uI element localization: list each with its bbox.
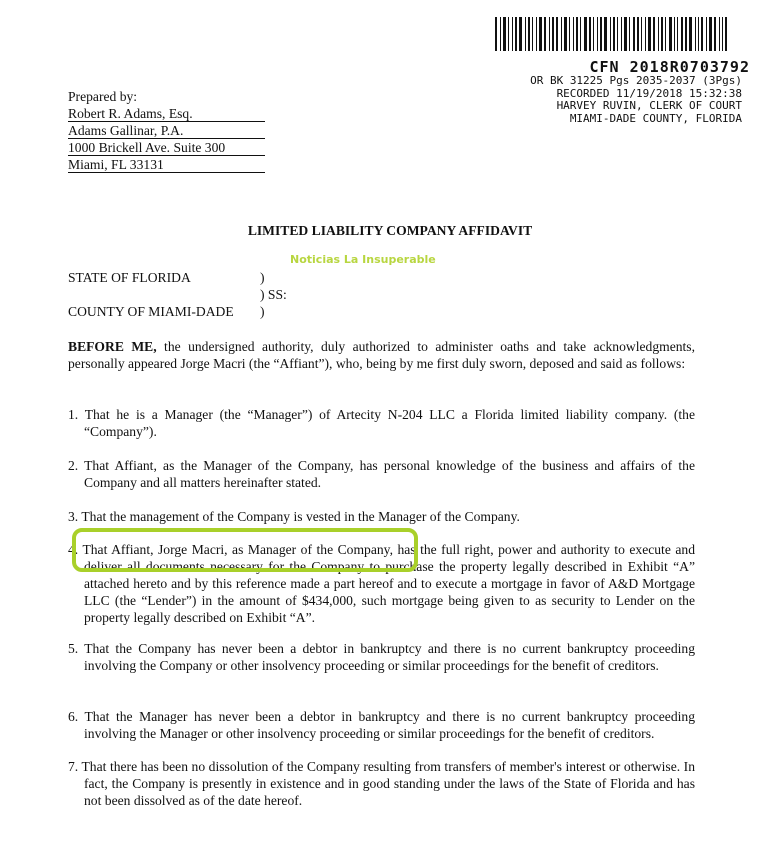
recorded-date: RECORDED 11/19/2018 15:32:38 (556, 86, 742, 100)
barcode-bar (584, 17, 587, 51)
barcode-bar (576, 17, 578, 51)
venue-paren: ) (260, 270, 265, 285)
barcode-bar (645, 17, 646, 51)
prepared-by-block (68, 88, 265, 173)
item-4: 4. That Affiant, Jorge Macri, as Manager of the Company, has the full right, power and authority to execute and deliver all documents necessary for the Company to purchase the property legally described in Exhibit “A” attached hereto and by this reference made a part hereof and to execute a mortgage in favor of A&D Mortgage LLC (the “Lender”) in the amount of $434,000, such mortgage being given to as security to Lender on the property legally described on Exhibit “A”. (68, 542, 695, 625)
barcode-bar (580, 17, 581, 51)
barcode-bar (556, 17, 558, 51)
barcode-bar (674, 17, 675, 51)
item-2: 2. That Affiant, as the Manager of the Company, has personal knowledge of the business and affairs of the Company and all matters hereinafter stated. (68, 458, 695, 490)
barcode-bar (624, 17, 627, 51)
barcode-bar (658, 17, 659, 51)
barcode-bar (653, 17, 655, 51)
barcode-bar (525, 17, 526, 51)
barcode (495, 17, 765, 51)
barcode-bar (669, 17, 672, 51)
venue-ss: ) SS: (260, 287, 287, 302)
barcode-bar (719, 17, 720, 51)
barcode-bar (633, 17, 635, 51)
barcode-bar (722, 17, 723, 51)
barcode-bar (706, 17, 707, 51)
barcode-bar (536, 17, 537, 51)
barcode-bar (539, 17, 542, 51)
barcode-bar (569, 17, 570, 51)
barcode-bar (695, 17, 696, 51)
barcode-bar (512, 17, 513, 51)
prepared-by-label: Prepared by: (68, 89, 138, 104)
preparer-name: Robert R. Adams, Esq. (68, 107, 265, 122)
barcode-bar (552, 17, 554, 51)
barcode-bar (544, 17, 546, 51)
barcode-bar (637, 17, 639, 51)
barcode-bar (593, 17, 594, 51)
barcode-bar (597, 17, 598, 51)
intro-text: the undersigned authority, duly authorized to administer oaths and take acknowledgments, personally appeared Jorge Macri (the “Affiant”), who, being by me first duly sworn, deposed and said as follows: (68, 339, 695, 371)
barcode-bar (725, 17, 727, 51)
item-6: 6. That the Manager has never been a debtor in bankruptcy and there is no current bankruptcy proceeding involving the Manager or other insolvency proceeding or similar proceedings for the benefit of creditors. (68, 709, 695, 741)
cfn-number: CFN 2018R0703792 (589, 58, 750, 76)
preparer-city: Miami, FL 33131 (68, 158, 265, 173)
barcode-bar (641, 17, 642, 51)
barcode-bar (589, 17, 591, 51)
barcode-bar (685, 17, 687, 51)
book-pages: OR BK 31225 Pgs 2035-2037 (3Pgs) (530, 74, 742, 87)
barcode-bar (689, 17, 692, 51)
barcode-bar (613, 17, 615, 51)
watermark: Noticias La Insuperable (290, 253, 436, 266)
item-1: 1. That he is a Manager (the “Manager”) of Artecity N-204 LLC a Florida limited liability company. (the “Company”). (68, 407, 695, 439)
barcode-bar (515, 17, 517, 51)
barcode-bar (709, 17, 712, 51)
barcode-bar (532, 17, 533, 51)
barcode-bar (564, 17, 567, 51)
barcode-bar (677, 17, 678, 51)
barcode-bar (604, 17, 607, 51)
barcode-bar (610, 17, 611, 51)
intro-lead: BEFORE ME, (68, 339, 157, 354)
barcode-bar (500, 17, 501, 51)
barcode-bar (661, 17, 663, 51)
barcode-bar (629, 17, 630, 51)
barcode-bar (503, 17, 506, 51)
barcode-bar (573, 17, 574, 51)
barcode-bar (665, 17, 666, 51)
barcode-bar (714, 17, 716, 51)
barcode-bar (600, 17, 602, 51)
barcode-bar (495, 17, 497, 51)
intro-paragraph (68, 338, 695, 372)
barcode-bar (549, 17, 550, 51)
item-5: 5. That the Company has never been a debtor in bankruptcy and there is no current bankruptcy proceeding involving the Company or other insolvency proceeding or similar proceedings for the benefit of creditors. (68, 641, 695, 673)
barcode-bar (698, 17, 699, 51)
barcode-bar (508, 17, 509, 51)
barcode-bar (648, 17, 651, 51)
barcode-bar (621, 17, 622, 51)
clerk: HARVEY RUVIN, CLERK OF COURT (556, 99, 742, 112)
highlight-annotation (72, 528, 418, 572)
barcode-bar (681, 17, 683, 51)
item-7: 7. That there has been no dissolution of the Company resulting from transfers of member's interest or otherwise. In fact, the Company is presently in existence and in good standing under the laws of the State of Florida and has not been dissolved as of the date hereof. (68, 759, 695, 808)
recording-stamp (530, 75, 742, 125)
venue-paren: ) (260, 304, 265, 319)
document-title: LIMITED LIABILITY COMPANY AFFIDAVIT (247, 223, 533, 238)
barcode-bar (701, 17, 703, 51)
barcode-bar (561, 17, 562, 51)
preparer-street: 1000 Brickell Ave. Suite 300 (68, 141, 265, 156)
item-3: 3. That the management of the Company is vested in the Manager of the Company. (68, 509, 520, 524)
preparer-firm: Adams Gallinar, P.A. (68, 124, 265, 139)
barcode-bar (519, 17, 522, 51)
venue-state: STATE OF FLORIDA (68, 270, 191, 285)
venue-county: COUNTY OF MIAMI-DADE (68, 304, 234, 319)
county: MIAMI-DADE COUNTY, FLORIDA (569, 111, 742, 125)
barcode-bar (617, 17, 618, 51)
barcode-bar (528, 17, 530, 51)
